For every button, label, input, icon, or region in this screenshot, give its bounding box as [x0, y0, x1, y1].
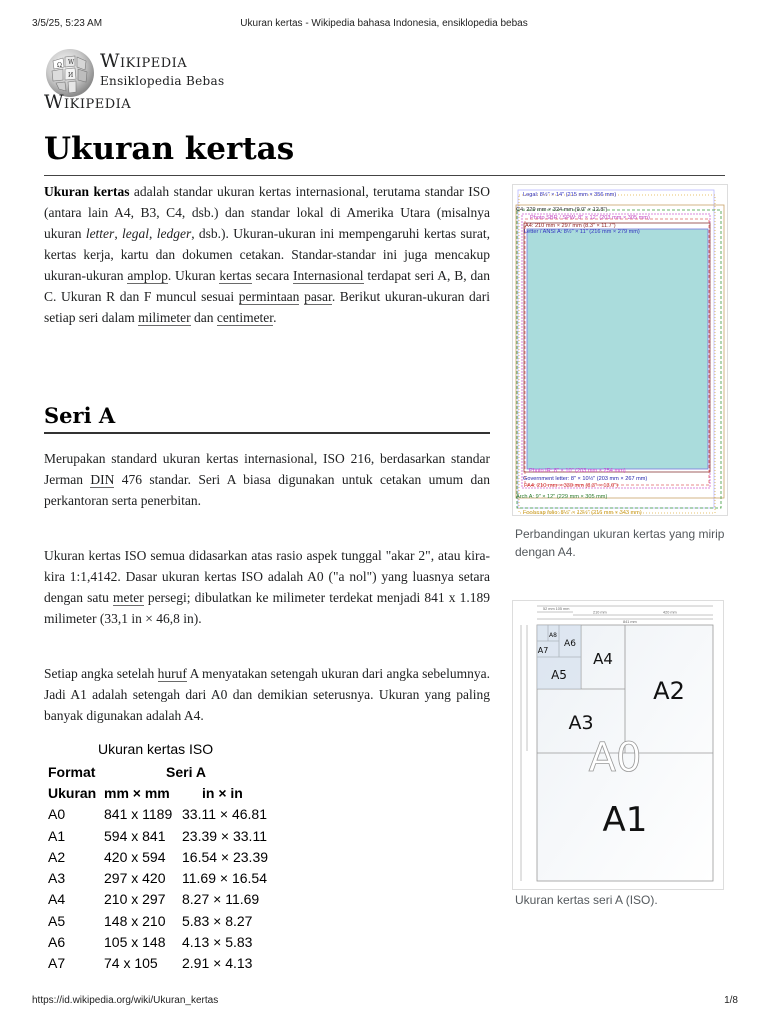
arch-a-label: Arch A: 9" × 12" (229 mm × 305 mm)	[516, 494, 608, 500]
mm-cell: 420 x 594	[104, 848, 166, 865]
paragraph-text: Setiap angka setelah	[44, 666, 158, 681]
intro-text: ,	[149, 226, 157, 241]
a7-label: A7	[537, 646, 549, 655]
letter-label: Letter / ANSI A: 8½" × 11" (216 mm × 279 mm)	[524, 229, 640, 235]
size-cell: A4	[48, 891, 66, 908]
size-cell: A0	[48, 806, 66, 823]
intro-ledger: ledger	[156, 226, 192, 241]
in-cell: 4.13 × 5.83	[182, 934, 253, 951]
gov-letter-label: Government letter: 8" × 10½" (203 mm × 267 mm)	[523, 476, 648, 482]
intro-text: .	[273, 310, 277, 325]
size-cell: A6	[48, 934, 66, 951]
table-row	[44, 846, 268, 867]
in-cell: 2.91 × 4.13	[182, 955, 253, 972]
size-cell: A7	[48, 955, 66, 972]
series-header: Seri A	[166, 763, 206, 780]
format-header: Format	[48, 763, 96, 780]
intro-legal: legal	[122, 226, 150, 241]
intro-text: terdapat seri A, B, dan C. Ukuran R dan F muncul sesuai	[44, 268, 490, 304]
print-title: Ukuran kertas - Wikipedia bahasa Indonesia, ensiklopedia bebas	[240, 18, 528, 29]
link-milimeter[interactable]: milimeter	[138, 310, 191, 325]
dim-label-small: 52 mm 105 mm	[543, 607, 570, 611]
photo-ir-label: Photo IR: 8" × 10" (203 mm × 254 mm)	[529, 468, 626, 474]
photo-sbr-label: Photo SBR / SPW: 8" × 12" (203 mm × 305 mm)	[530, 215, 650, 221]
mm-cell: 148 x 210	[104, 912, 166, 929]
table-header-row	[44, 761, 268, 782]
paper-comparison-figure[interactable]	[512, 184, 728, 516]
in-cell: 23.39 × 33.11	[182, 827, 267, 844]
mm-header: mm × mm	[104, 784, 170, 801]
iso-table-caption: Ukuran kertas ISO	[98, 741, 214, 757]
seri-a-paragraph-3	[44, 663, 490, 726]
svg-text:И: И	[68, 72, 74, 79]
link-huruf[interactable]: huruf	[157, 666, 187, 681]
iso-size-table	[44, 761, 268, 974]
mm-cell: 841 x 1189	[104, 806, 173, 823]
table-row	[44, 889, 268, 910]
c4-label: C4: 229 mm × 324 mm (9.0" × 12.8")	[516, 207, 608, 213]
intro-text: , dsb.). Ukuran-ukuran ini mempengaruhi kertas surat, kertas kerja, kartu dan dokumen cetakan. Standar-standar ini juga mencakup ukuran-ukuran	[44, 226, 491, 283]
in-header: in × in	[202, 784, 243, 801]
mm-cell: 210 x 297	[104, 891, 166, 908]
section-divider	[44, 432, 490, 434]
paragraph-text: Ukuran kertas ISO semua didasarkan atas rasio aspek tunggal "akar 2", atau kira-kira 1:1,4142. Dasar ukuran kertas ISO adalah A0 ("a nol") yang luasnya setara dengan satu	[44, 548, 490, 605]
size-header: Ukuran	[48, 784, 97, 801]
a1-label: A1	[602, 800, 648, 840]
table-row	[44, 953, 268, 974]
link-centimeter[interactable]: centimeter	[216, 310, 274, 325]
seri-a-paragraph-1	[44, 448, 490, 511]
dim-label-841: 841 mm	[623, 620, 637, 624]
in-cell: 11.69 × 16.54	[182, 870, 267, 887]
a-series-figure[interactable]	[512, 600, 724, 890]
title-divider	[44, 175, 725, 176]
page-title: Ukuran kertas	[44, 131, 295, 167]
paragraph-text: 476 standar. Seri A biasa digunakan untuk cetakan umum dan perkantoran serta penerbitan.	[44, 472, 491, 508]
dim-label-420: 420 mm	[663, 610, 677, 615]
intro-text: secara	[251, 268, 294, 283]
foolscap-label: Foolscap folio: 8½" × 13½" (216 mm × 343 mm)	[523, 510, 642, 515]
intro-text: . Ukuran	[167, 268, 220, 283]
section-heading-seri-a: Seri A	[44, 403, 116, 428]
paper-comparison-diagram	[513, 185, 727, 515]
table-subheader-row	[44, 782, 268, 803]
iso-table-body	[44, 804, 268, 974]
a4-label: A4	[593, 650, 613, 668]
intro-text: adalah standar ukuran kertas internasional, terutama standar ISO (antara lain A4, B3, C4, dsb.) dan standar lokal di Amerika Utara (misalnya ukuran	[44, 184, 490, 241]
a2-label: A2	[653, 677, 685, 705]
table-row	[44, 825, 268, 846]
intro-letter: letter	[85, 226, 115, 241]
size-cell: A2	[48, 848, 66, 865]
intro-paragraph	[44, 181, 490, 328]
size-cell: A1	[48, 827, 66, 844]
a6-label: A6	[564, 639, 576, 649]
in-cell: 8.27 × 11.69	[182, 891, 260, 908]
a4-label: A4: 210 mm × 297 mm (8.3" × 11.7")	[525, 223, 616, 229]
mm-cell: 297 x 420	[104, 870, 166, 887]
table-row	[44, 931, 268, 952]
figure1-caption: Perbandingan ukuran kertas yang mirip dengan A4.	[515, 527, 725, 559]
intro-term: Ukuran kertas	[44, 184, 130, 199]
size-cell: A3	[48, 870, 66, 887]
letter-area	[527, 229, 708, 469]
paragraph-text: persegi; dibulatkan ke milimeter terdekat menjadi 841 x 1.189 milimeter (33,1 in × 46,8 in).	[44, 590, 491, 626]
table-row	[44, 867, 268, 888]
intro-text: . Berikut ukuran-ukuran dari setiap seri dalam	[44, 289, 491, 325]
mm-cell: 105 x 148	[104, 934, 166, 951]
link-internasional[interactable]: Internasional	[293, 268, 364, 283]
in-cell: 33.11 × 46.81	[182, 806, 267, 823]
svg-text:Ω: Ω	[57, 62, 62, 69]
wikipedia-wordmark: Wikipedia	[100, 50, 188, 72]
mm-cell: 74 x 105	[104, 955, 158, 972]
a3-label: A3	[568, 712, 594, 734]
legal-label: Legal: 8½" × 14" (215 mm × 356 mm)	[523, 192, 617, 198]
link-permintaan[interactable]: permintaan	[238, 289, 300, 304]
svg-text:W: W	[68, 59, 75, 66]
figure2-caption: Ukuran kertas seri A (ISO).	[515, 893, 658, 907]
a0-label: A0	[588, 735, 642, 781]
print-page-number: 1/8	[724, 995, 738, 1006]
wikipedia-tagline: Ensiklopedia Bebas	[100, 74, 225, 88]
paragraph-text: Merupakan standard ukuran kertas internasional, ISO 216, berdasarkan standar Jerman	[44, 451, 490, 487]
seri-a-paragraph-2	[44, 545, 490, 629]
intro-text: dan	[190, 310, 217, 325]
mm-cell: 594 x 841	[104, 827, 166, 844]
intro-text: ,	[114, 226, 123, 241]
print-datetime: 3/5/25, 5:23 AM	[32, 18, 103, 29]
wikipedia-wordmark-secondary[interactable]: Wikipedia	[44, 91, 132, 113]
link-din[interactable]: DIN	[90, 472, 115, 487]
paragraph-text: A menyatakan setengah ukuran dari angka sebelumnya. Jadi A1 adalah setengah dari A0 dan demikian seterusnya. Ukuran yang paling banyak digunakan adalah A4.	[44, 666, 490, 723]
link-kertas[interactable]: kertas	[219, 268, 252, 283]
table-row	[44, 910, 268, 931]
size-cell: A5	[48, 912, 66, 929]
in-cell: 5.83 × 8.27	[182, 912, 253, 929]
link-meter[interactable]: meter	[112, 590, 144, 605]
link-amplop[interactable]: amplop	[127, 268, 168, 283]
a5-label: A5	[551, 668, 567, 682]
dim-label-210: 210 mm	[593, 610, 607, 615]
a-series-diagram	[513, 601, 723, 889]
link-pasar[interactable]: pasar	[304, 289, 332, 304]
fa4-label: FA4: 210 mm × 330 mm (8.3" × 13.0")	[524, 483, 619, 489]
a8-label: A8	[549, 632, 557, 639]
table-row	[44, 804, 268, 825]
print-url: https://id.wikipedia.org/wiki/Ukuran_kertas	[32, 995, 219, 1006]
in-cell: 16.54 × 23.39	[182, 848, 269, 865]
